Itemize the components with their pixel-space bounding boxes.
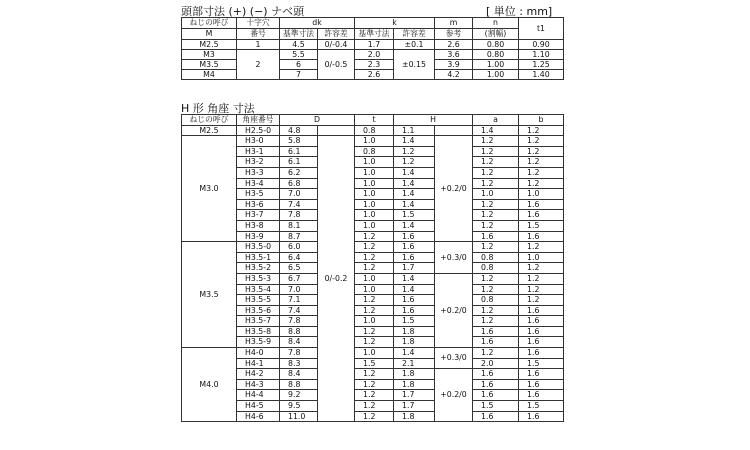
cell-b: 1.6 bbox=[519, 326, 564, 337]
cell-h: 1.4 bbox=[394, 199, 435, 210]
cell-seat-number: H4-1 bbox=[237, 358, 280, 369]
table-row bbox=[182, 242, 564, 253]
cell-b: 1.6 bbox=[519, 316, 564, 327]
cell-t: 1.2 bbox=[355, 252, 394, 263]
header-seat: 角座番号 bbox=[237, 115, 280, 126]
header-nominal-sub: M bbox=[182, 29, 237, 40]
cell-seat-number: H3-6 bbox=[237, 199, 280, 210]
cell-a: 1.2 bbox=[473, 157, 519, 168]
cell-t: 1.2 bbox=[355, 337, 394, 348]
cell-t: 1.2 bbox=[355, 263, 394, 274]
cell-a: 1.6 bbox=[473, 231, 519, 242]
cell-a: 1.2 bbox=[473, 273, 519, 284]
cell-t: 1.2 bbox=[355, 295, 394, 306]
cell-h: 1.8 bbox=[394, 326, 435, 337]
header-m: m bbox=[435, 18, 473, 29]
cell-dk-tol: 0/-0.4 bbox=[318, 40, 355, 50]
cell-b: 1.2 bbox=[519, 136, 564, 147]
cell-n: 0.80 bbox=[473, 50, 519, 60]
table-row bbox=[182, 411, 564, 422]
cell-a: 1.6 bbox=[473, 379, 519, 390]
header-t: t bbox=[355, 115, 394, 126]
cell-seat-number: H3.5-6 bbox=[237, 305, 280, 316]
cell-a: 0.8 bbox=[473, 263, 519, 274]
cell-t: 1.2 bbox=[355, 242, 394, 253]
table-row bbox=[182, 189, 564, 200]
cell-d: 7.8 bbox=[280, 210, 318, 221]
cell-a: 1.2 bbox=[473, 146, 519, 157]
cell-h: 1.4 bbox=[394, 178, 435, 189]
cell-a: 2.0 bbox=[473, 358, 519, 369]
cell-t1: 0.90 bbox=[519, 40, 564, 50]
cell-t: 1.0 bbox=[355, 189, 394, 200]
cell-b: 1.5 bbox=[519, 358, 564, 369]
cell-d: 7.8 bbox=[280, 348, 318, 359]
cell-k-tol: ±0.1 bbox=[394, 40, 435, 50]
cell-b: 1.6 bbox=[519, 337, 564, 348]
table-row bbox=[182, 157, 564, 168]
cell-d: 6.1 bbox=[280, 157, 318, 168]
cell-seat-number: H3-3 bbox=[237, 167, 280, 178]
cell-h: 1.7 bbox=[394, 390, 435, 401]
cell-seat-number: H3-9 bbox=[237, 231, 280, 242]
table-row bbox=[182, 231, 564, 242]
cell-d: 8.3 bbox=[280, 358, 318, 369]
cell-b: 1.2 bbox=[519, 295, 564, 306]
table-row bbox=[182, 136, 564, 147]
cell-t: 1.2 bbox=[355, 231, 394, 242]
cell-a: 1.2 bbox=[473, 220, 519, 231]
cell-h: 1.6 bbox=[394, 305, 435, 316]
cell-t: 1.0 bbox=[355, 220, 394, 231]
cell-b: 1.2 bbox=[519, 284, 564, 295]
cell-k-tol: ±0.15 bbox=[394, 50, 435, 80]
table-row bbox=[182, 284, 564, 295]
cell-d: 6.1 bbox=[280, 146, 318, 157]
cell-b: 1.2 bbox=[519, 167, 564, 178]
header-dk-std: 基準寸法 bbox=[280, 29, 318, 40]
cell-seat-number: H4-6 bbox=[237, 411, 280, 422]
table-row bbox=[182, 50, 564, 60]
cell-d: 8.4 bbox=[280, 369, 318, 380]
cell-b: 1.2 bbox=[519, 178, 564, 189]
cell-n: 1.00 bbox=[473, 60, 519, 70]
cell-seat-number: H4-5 bbox=[237, 401, 280, 412]
cell-t: 1.2 bbox=[355, 379, 394, 390]
cell-a: 1.5 bbox=[473, 401, 519, 412]
header-m-sub: 参考 bbox=[435, 29, 473, 40]
cell-t: 1.0 bbox=[355, 348, 394, 359]
header-k-std: 基準寸法 bbox=[355, 29, 394, 40]
cell-h: 1.4 bbox=[394, 220, 435, 231]
cell-d-tol: 0/-0.2 bbox=[318, 136, 355, 422]
cell-seat-number: H3-0 bbox=[237, 136, 280, 147]
header-cross: 十字穴 bbox=[237, 18, 280, 29]
cell-a: 1.2 bbox=[473, 305, 519, 316]
cell-b: 1.6 bbox=[519, 411, 564, 422]
cell-d: 4.8 bbox=[280, 125, 318, 136]
header-d: D bbox=[280, 115, 355, 126]
cell-seat-number: H4-2 bbox=[237, 369, 280, 380]
cell-h: 1.8 bbox=[394, 411, 435, 422]
cell-m: 4.2 bbox=[435, 70, 473, 80]
cell-b: 1.6 bbox=[519, 379, 564, 390]
cell-t: 0.8 bbox=[355, 125, 394, 136]
header-cross-sub: 番号 bbox=[237, 29, 280, 40]
table-row bbox=[182, 252, 564, 263]
cell-d: 7.8 bbox=[280, 316, 318, 327]
header-k-tol: 許容差 bbox=[394, 29, 435, 40]
cell-d: 7.4 bbox=[280, 305, 318, 316]
cell-m: 3.6 bbox=[435, 50, 473, 60]
cell-a: 1.2 bbox=[473, 167, 519, 178]
cell-d: 6.0 bbox=[280, 242, 318, 253]
cell-seat-number: H3.5-8 bbox=[237, 326, 280, 337]
table-row bbox=[182, 401, 564, 412]
cell-b: 1.6 bbox=[519, 231, 564, 242]
header-h: H bbox=[394, 115, 473, 126]
cell-d: 9.5 bbox=[280, 401, 318, 412]
cell-b: 1.6 bbox=[519, 348, 564, 359]
cell-t: 1.0 bbox=[355, 178, 394, 189]
cell-nominal: M2.5 bbox=[182, 125, 237, 136]
cell-b: 1.5 bbox=[519, 220, 564, 231]
table-row bbox=[182, 146, 564, 157]
cell-h: 1.6 bbox=[394, 295, 435, 306]
cell-seat-number: H3-5 bbox=[237, 189, 280, 200]
cell-seat-number: H3.5-2 bbox=[237, 263, 280, 274]
cell-k: 1.7 bbox=[355, 40, 394, 50]
cell-d: 9.2 bbox=[280, 390, 318, 401]
cell-d: 7.4 bbox=[280, 199, 318, 210]
cell-seat-number: H4-0 bbox=[237, 348, 280, 359]
cell-h: 1.2 bbox=[394, 157, 435, 168]
cell-d: 6.2 bbox=[280, 167, 318, 178]
cell-h: 1.4 bbox=[394, 136, 435, 147]
cell-a: 1.2 bbox=[473, 242, 519, 253]
cell-t: 1.0 bbox=[355, 210, 394, 221]
cell-k: 2.6 bbox=[355, 70, 394, 80]
cell-h: 1.4 bbox=[394, 284, 435, 295]
cell-t: 1.5 bbox=[355, 358, 394, 369]
cell-b: 1.6 bbox=[519, 369, 564, 380]
cell-h: 1.4 bbox=[394, 167, 435, 178]
table-row bbox=[182, 305, 564, 316]
table-row bbox=[182, 199, 564, 210]
cell-h: 1.6 bbox=[394, 231, 435, 242]
cell-m: 3.9 bbox=[435, 60, 473, 70]
cell-h: 1.4 bbox=[394, 348, 435, 359]
cell-b: 1.2 bbox=[519, 263, 564, 274]
cell-d: 6.5 bbox=[280, 263, 318, 274]
cell-dk: 6 bbox=[280, 60, 318, 70]
cell-seat-number: H4-4 bbox=[237, 390, 280, 401]
cell-d: 8.7 bbox=[280, 231, 318, 242]
table-row bbox=[182, 358, 564, 369]
cell-t: 1.2 bbox=[355, 401, 394, 412]
cell-t: 1.0 bbox=[355, 167, 394, 178]
cell-a: 0.8 bbox=[473, 295, 519, 306]
cell-d: 8.8 bbox=[280, 379, 318, 390]
cell-t1: 1.25 bbox=[519, 60, 564, 70]
cell-nominal: M4 bbox=[182, 70, 237, 80]
cell-a: 1.6 bbox=[473, 369, 519, 380]
cell-nominal: M3.0 bbox=[182, 136, 237, 242]
cell-h: 1.6 bbox=[394, 242, 435, 253]
table-row bbox=[182, 210, 564, 221]
cell-b: 1.6 bbox=[519, 199, 564, 210]
cell-d: 7.0 bbox=[280, 189, 318, 200]
header-nominal: ねじの呼び bbox=[182, 115, 237, 126]
table-row bbox=[182, 263, 564, 274]
header-dk-tol: 許容差 bbox=[318, 29, 355, 40]
cell-h-tol: +0.2/0 bbox=[435, 136, 473, 242]
cell-t: 1.2 bbox=[355, 326, 394, 337]
cell-t: 1.0 bbox=[355, 316, 394, 327]
cell-h: 1.8 bbox=[394, 337, 435, 348]
cell-t: 1.2 bbox=[355, 369, 394, 380]
cell-a: 1.2 bbox=[473, 199, 519, 210]
cell-d: 6.4 bbox=[280, 252, 318, 263]
table-row bbox=[182, 220, 564, 231]
cell-h: 1.4 bbox=[394, 273, 435, 284]
cell-a: 0.8 bbox=[473, 252, 519, 263]
cell-nominal: M4.0 bbox=[182, 348, 237, 422]
cell-seat-number: H3.5-3 bbox=[237, 273, 280, 284]
h-seat-table bbox=[181, 114, 564, 422]
cell-t: 1.0 bbox=[355, 157, 394, 168]
cell-d: 7.1 bbox=[280, 295, 318, 306]
cell-t1: 1.10 bbox=[519, 50, 564, 60]
cell-a: 1.6 bbox=[473, 411, 519, 422]
cell-a: 1.0 bbox=[473, 189, 519, 200]
cell-seat-number: H3-4 bbox=[237, 178, 280, 189]
cell-a: 1.6 bbox=[473, 337, 519, 348]
cell-a: 1.2 bbox=[473, 136, 519, 147]
cell-k: 2.0 bbox=[355, 50, 394, 60]
cell-t: 1.2 bbox=[355, 411, 394, 422]
table-row bbox=[182, 40, 564, 50]
cell-h-tol-blank bbox=[435, 125, 473, 136]
cell-h-tol: +0.2/0 bbox=[435, 273, 473, 347]
table-row bbox=[182, 337, 564, 348]
cell-h: 2.1 bbox=[394, 358, 435, 369]
table-row bbox=[182, 273, 564, 284]
h-seat-title: H 形 角座 寸法 bbox=[181, 102, 255, 115]
header-k: k bbox=[355, 18, 435, 29]
cell-t: 1.0 bbox=[355, 284, 394, 295]
cell-h: 1.5 bbox=[394, 316, 435, 327]
cell-t: 0.8 bbox=[355, 146, 394, 157]
cell-nominal: M3.5 bbox=[182, 60, 237, 70]
table-row bbox=[182, 369, 564, 380]
cell-h: 1.6 bbox=[394, 252, 435, 263]
cell-seat-number: H3-7 bbox=[237, 210, 280, 221]
cell-a: 1.2 bbox=[473, 210, 519, 221]
cell-d: 8.1 bbox=[280, 220, 318, 231]
cell-b: 1.2 bbox=[519, 125, 564, 136]
cell-d: 5.8 bbox=[280, 136, 318, 147]
cell-t: 1.0 bbox=[355, 273, 394, 284]
cell-seat-number: H3-8 bbox=[237, 220, 280, 231]
header-dk: dk bbox=[280, 18, 355, 29]
cell-h-tol: +0.2/0 bbox=[435, 369, 473, 422]
cell-b: 1.0 bbox=[519, 189, 564, 200]
cell-dk: 5.5 bbox=[280, 50, 318, 60]
cell-seat-number: H3.5-1 bbox=[237, 252, 280, 263]
cell-b: 1.5 bbox=[519, 401, 564, 412]
cell-cross: 1 bbox=[237, 40, 280, 50]
cell-h: 1.5 bbox=[394, 210, 435, 221]
table-row bbox=[182, 348, 564, 359]
cell-a: 1.2 bbox=[473, 316, 519, 327]
cell-b: 1.0 bbox=[519, 252, 564, 263]
cell-h-tol: +0.3/0 bbox=[435, 348, 473, 369]
cell-d: 8.8 bbox=[280, 326, 318, 337]
cell-h: 1.8 bbox=[394, 379, 435, 390]
cell-seat-number: H2.5-0 bbox=[237, 125, 280, 136]
cell-n: 1.00 bbox=[473, 70, 519, 80]
cell-b: 1.2 bbox=[519, 242, 564, 253]
unit-label: [ 単位 : mm] bbox=[486, 5, 553, 18]
cell-seat-number: H3-2 bbox=[237, 157, 280, 168]
cell-b: 1.6 bbox=[519, 390, 564, 401]
cell-b: 1.2 bbox=[519, 273, 564, 284]
cell-h-tol: +0.3/0 bbox=[435, 242, 473, 274]
cell-a: 1.6 bbox=[473, 390, 519, 401]
cell-d-tol-blank bbox=[318, 125, 355, 136]
cell-dk-tol: 0/-0.5 bbox=[318, 50, 355, 80]
cell-b: 1.6 bbox=[519, 305, 564, 316]
cell-seat-number: H3.5-5 bbox=[237, 295, 280, 306]
cell-d: 6.8 bbox=[280, 178, 318, 189]
cell-a: 1.4 bbox=[473, 125, 519, 136]
header-t1: t1 bbox=[519, 18, 564, 40]
cell-dk: 7 bbox=[280, 70, 318, 80]
cell-b: 1.2 bbox=[519, 146, 564, 157]
cell-h: 1.1 bbox=[394, 125, 435, 136]
cell-h: 1.8 bbox=[394, 369, 435, 380]
cell-h: 1.7 bbox=[394, 401, 435, 412]
cell-b: 1.6 bbox=[519, 210, 564, 221]
cell-seat-number: H3-1 bbox=[237, 146, 280, 157]
table-row bbox=[182, 390, 564, 401]
cell-a: 1.6 bbox=[473, 326, 519, 337]
cell-t: 1.0 bbox=[355, 136, 394, 147]
header-a: a bbox=[473, 115, 519, 126]
table-row bbox=[182, 167, 564, 178]
cell-a: 1.2 bbox=[473, 348, 519, 359]
cell-h: 1.4 bbox=[394, 189, 435, 200]
head-dimensions-title: 頭部寸法 (+) (−) ナベ頭 bbox=[181, 5, 305, 18]
cell-d: 11.0 bbox=[280, 411, 318, 422]
cell-d: 6.7 bbox=[280, 273, 318, 284]
cell-t1: 1.40 bbox=[519, 70, 564, 80]
table-row bbox=[182, 178, 564, 189]
header-b: b bbox=[519, 115, 564, 126]
table-row bbox=[182, 379, 564, 390]
cell-nominal: M3 bbox=[182, 50, 237, 60]
cell-m: 2.6 bbox=[435, 40, 473, 50]
cell-h: 1.7 bbox=[394, 263, 435, 274]
cell-k: 2.3 bbox=[355, 60, 394, 70]
cell-dk: 4.5 bbox=[280, 40, 318, 50]
header-nominal: ねじの呼び bbox=[182, 18, 237, 29]
cell-d: 7.0 bbox=[280, 284, 318, 295]
table-row bbox=[182, 326, 564, 337]
header-n: n bbox=[473, 18, 519, 29]
cell-seat-number: H3.5-7 bbox=[237, 316, 280, 327]
header-n-sub: (割幅) bbox=[473, 29, 519, 40]
cell-seat-number: H3.5-9 bbox=[237, 337, 280, 348]
cell-seat-number: H3.5-4 bbox=[237, 284, 280, 295]
cell-h: 1.2 bbox=[394, 146, 435, 157]
cell-t: 1.0 bbox=[355, 199, 394, 210]
table-row bbox=[182, 125, 564, 136]
table-row bbox=[182, 295, 564, 306]
table-row bbox=[182, 316, 564, 327]
cell-seat-number: H4-3 bbox=[237, 379, 280, 390]
header-row bbox=[182, 115, 564, 126]
cell-t: 1.2 bbox=[355, 390, 394, 401]
head-dimensions-table bbox=[181, 17, 564, 80]
cell-a: 1.2 bbox=[473, 178, 519, 189]
cell-a: 1.2 bbox=[473, 284, 519, 295]
cell-nominal: M3.5 bbox=[182, 242, 237, 348]
cell-seat-number: H3.5-0 bbox=[237, 242, 280, 253]
cell-nominal: M2.5 bbox=[182, 40, 237, 50]
cell-t: 1.2 bbox=[355, 305, 394, 316]
cell-cross: 2 bbox=[237, 50, 280, 80]
cell-b: 1.2 bbox=[519, 157, 564, 168]
cell-n: 0.80 bbox=[473, 40, 519, 50]
cell-d: 8.4 bbox=[280, 337, 318, 348]
